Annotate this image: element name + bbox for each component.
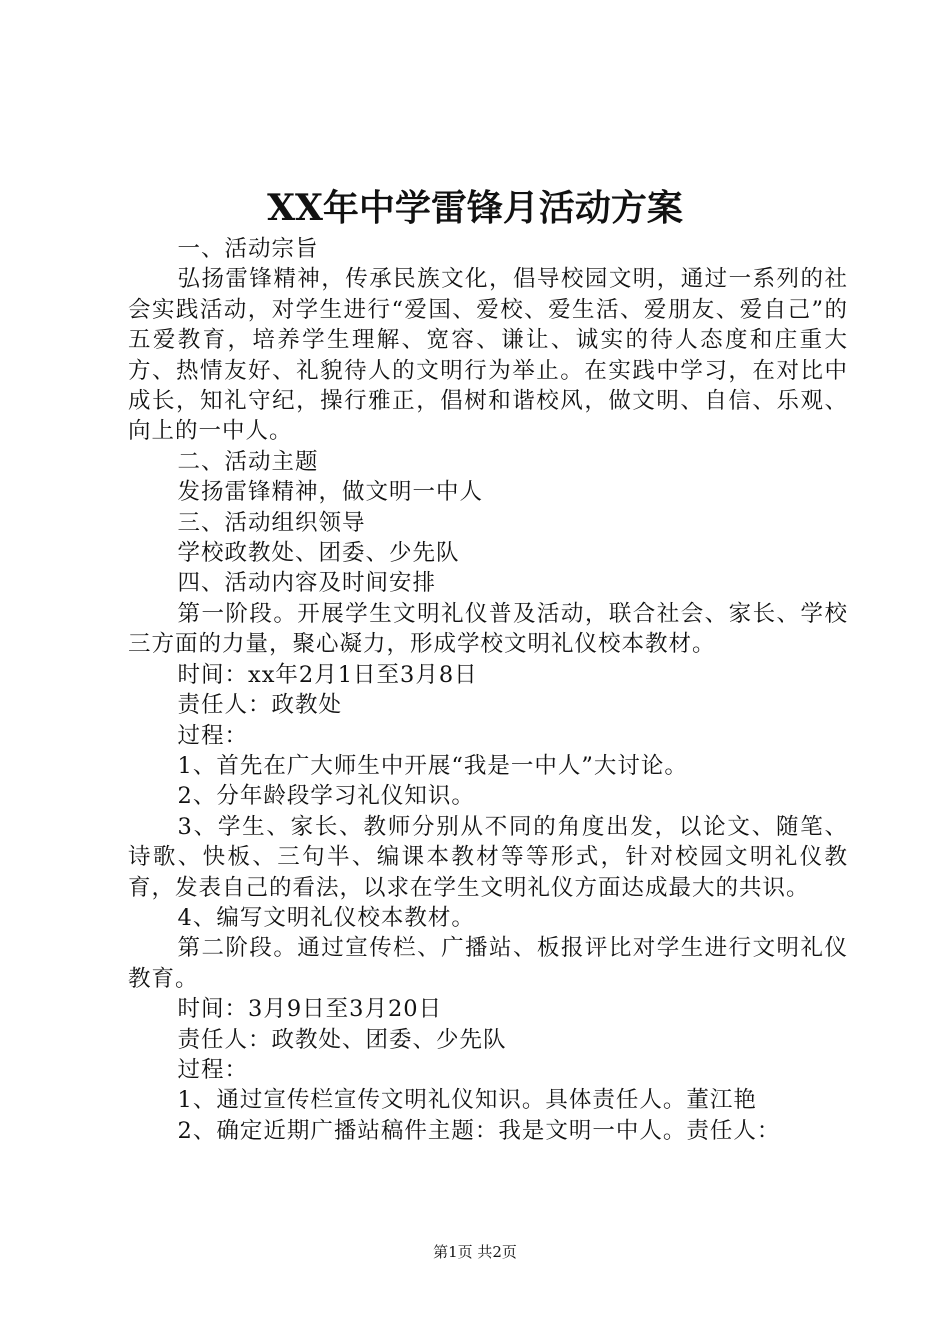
paragraph-stage-1-process: 过程： bbox=[177, 722, 249, 749]
paragraph-section-1-heading: 一、活动宗旨 bbox=[177, 236, 319, 262]
paragraph-stage-1-step-1: 1、首先在广大师生中开展“我是一中人”大讨论。 bbox=[177, 752, 688, 779]
paragraph-stage-2-step-2: 2、确定近期广播站稿件主题：我是文明一中人。责任人： bbox=[177, 1117, 781, 1144]
paragraph-stage-2-owner: 责任人：政教处、团委、少先队 bbox=[177, 1026, 507, 1053]
paragraph-stage-1-time: 时间：xx年2月1日至3月8日 bbox=[177, 661, 478, 688]
paragraph-section-4-heading: 四、活动内容及时间安排 bbox=[177, 570, 437, 597]
paragraph-section-2-heading: 二、活动主题 bbox=[177, 448, 319, 475]
paragraph-theme: 发扬雷锋精神，做文明一中人 bbox=[177, 479, 484, 506]
paragraph-section-3-heading: 三、活动组织领导 bbox=[177, 509, 366, 536]
page-number: 第1页 共2页 bbox=[433, 1243, 517, 1261]
document-title: XX年中学雷锋月活动方案 bbox=[267, 187, 683, 229]
paragraph-stage-2-step-1: 1、通过宣传栏宣传文明礼仪知识。具体责任人。董江艳 bbox=[177, 1087, 757, 1114]
paragraph-stage-1-step-3: 3、学生、家长、教师分别从不同的角度出发，以论文、随笔、诗歌、快板、三句半、编课本教材等等形式，针对校园文明礼仪教育，发表自己的看法，以求在学生文明礼仪方面达成最大的共识。 bbox=[128, 813, 848, 901]
paragraph-stage-2-process: 过程： bbox=[177, 1056, 249, 1083]
paragraph-stage-1: 第一阶段。开展学生文明礼仪普及活动，联合社会、家长、学校三方面的力量，聚心凝力，形成学校文明礼仪校本教材。 bbox=[128, 600, 848, 658]
paragraph-stage-1-step-4: 4、编写文明礼仪校本教材。 bbox=[177, 904, 475, 931]
paragraph-stage-2-time: 时间：3月9日至3月20日 bbox=[177, 996, 443, 1023]
paragraph-stage-1-step-2: 2、分年龄段学习礼仪知识。 bbox=[177, 783, 475, 810]
paragraph-leadership: 学校政教处、团委、少先队 bbox=[177, 540, 460, 567]
paragraph-stage-2: 第二阶段。通过宣传栏、广播站、板报评比对学生进行文明礼仪教育。 bbox=[128, 935, 848, 992]
paragraph-purpose: 弘扬雷锋精神，传承民族文化，倡导校园文明，通过一系列的社会实践活动，对学生进行“爱国、爱校、爱生活、爱朋友、爱自己”的五爱教育，培养学生理解、宽容、谦让、诚实的待人态度和庄重大方、热情友好、礼貌待人的文明行为举止。在实践中学习，在对比中成长，知礼守纪，操行雅正，倡树和谐校风，做文明、自信、乐观、向上的一中人。 bbox=[128, 266, 848, 445]
document-body bbox=[128, 234, 848, 1146]
paragraph-stage-1-owner: 责任人：政教处 bbox=[177, 692, 343, 719]
